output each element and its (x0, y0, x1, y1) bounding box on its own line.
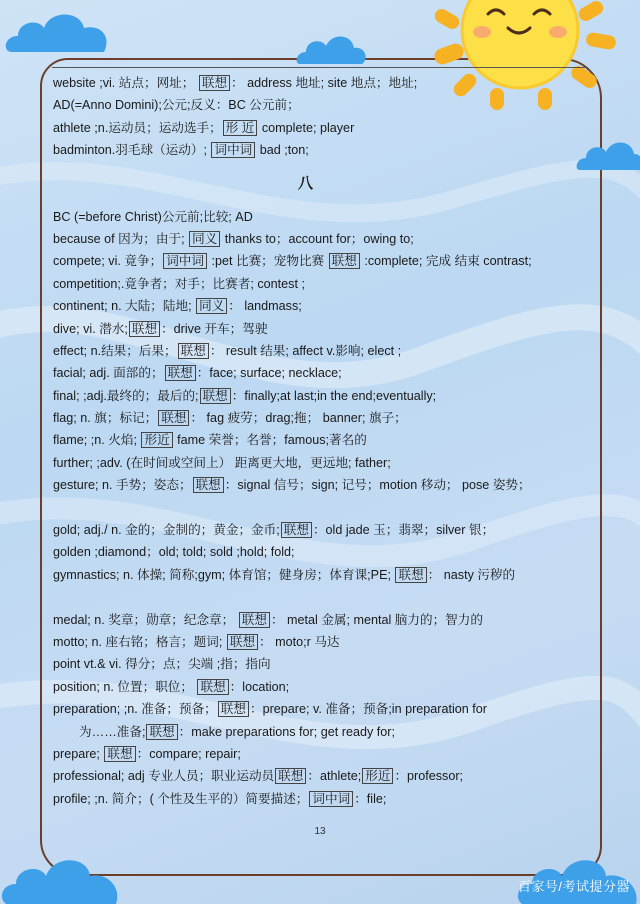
note-tag: 形 近 (223, 120, 258, 136)
note-tag: 词中词 (309, 791, 353, 807)
line-text: preparation; ;n. 准备；预备； (53, 702, 217, 717)
vocab-line (53, 429, 598, 451)
line-text: badminton.羽毛球（运动）; (53, 143, 211, 158)
line-text: competition;.竟争者；对手；比赛者; contest ; (53, 276, 305, 291)
blank-line (53, 497, 598, 519)
line-text: ：signal 信号；sign; 记号；motion 移动； pose 姿势； (224, 478, 531, 493)
line-text: athlete ;n.运动员；运动选手； (53, 120, 222, 135)
note-tag: 联想 (158, 410, 189, 426)
line-text: BC (=before Christ)公元前;比较; AD (53, 209, 253, 224)
vocab-line (53, 519, 598, 541)
line-text: ：compare; repair; (136, 746, 241, 761)
line-text: motto; n. 座右铭；格言；题词; (53, 634, 226, 649)
line-text: ： fag 疲劳；drag;拖； banner; 旗子； (190, 411, 407, 426)
note-tag: 联想 (281, 522, 312, 538)
line-text: ： metal 金属; mental 脑力的；智力的 (270, 612, 483, 627)
note-tag: 联想 (197, 679, 228, 695)
note-tag: 联想 (227, 634, 258, 650)
line-text: dive; vi. 潜水; (53, 321, 128, 336)
line-text: professional; adj 专业人员；职业运动员 (53, 769, 275, 784)
note-tag: 联想 (218, 701, 249, 717)
line-text: thanks to；account for；owing to; (221, 231, 414, 246)
vocab-line (53, 94, 598, 116)
vocab-line (53, 273, 598, 295)
note-tag: 联想 (146, 724, 177, 740)
note-tag: 词中词 (211, 142, 255, 158)
vocab-line (53, 228, 598, 250)
line-text: complete; player (258, 120, 355, 135)
watermark-text: 百家号/考试提分器 (517, 879, 630, 894)
vocab-line (53, 743, 598, 765)
vocab-line (53, 474, 598, 496)
line-text: AD(=Anno Domini);公元;反义：BC 公元前； (53, 98, 300, 113)
line-text: bad ;ton; (256, 143, 309, 158)
section-heading: 八 (297, 174, 313, 192)
line-text: because of 因为；由于; (53, 231, 189, 246)
line-text: 为……准备; (79, 724, 146, 739)
vocab-line (53, 676, 598, 698)
vocabulary-list (53, 72, 598, 810)
note-tag: 联想 (239, 612, 270, 628)
line-text: compete; vi. 竟争； (53, 254, 163, 269)
vocab-line (53, 385, 598, 407)
note-tag: 联想 (178, 343, 209, 359)
vocab-line (53, 362, 598, 384)
note-tag: 联想 (275, 768, 306, 784)
line-text: ：file; (354, 791, 387, 806)
line-text: effect; n.结果；后果； (53, 343, 177, 358)
line-text: ：prepare; v. 准备；预备;in preparation for (249, 702, 488, 717)
header-rule (52, 67, 588, 68)
vocab-line (53, 653, 598, 675)
line-text: website ;vi. 站点；网址； (53, 76, 198, 90)
note-tag: 联想 (199, 75, 230, 91)
line-text: ： landmass; (228, 299, 302, 314)
line-text: ： nasty 污秽的 (427, 567, 516, 582)
vocab-line (53, 541, 598, 563)
vocab-line (53, 788, 598, 810)
vocab-line (53, 631, 598, 653)
line-text: ：professor; (394, 769, 464, 784)
line-text: medal; n. 奖章；勋章；纪念章； (53, 612, 238, 627)
line-text: ：face; surface; necklace; (196, 366, 342, 381)
line-text: ：location; (229, 679, 290, 694)
note-tag: 联想 (129, 321, 160, 337)
page-number: 13 (314, 826, 326, 837)
line-text: gesture; n. 手势；姿态； (53, 478, 192, 493)
vocab-line (53, 698, 598, 720)
line-text: position; n. 位置；职位； (53, 679, 197, 694)
line-text: ：athlete; (307, 769, 362, 784)
line-text: ：make preparations for; get ready for; (178, 724, 395, 739)
line-text: flame; ;n. 火焰; (53, 433, 141, 448)
note-tag: 联想 (165, 365, 196, 381)
line-text: gymnastics; n. 体操; 简称;gym; 体育馆；健身房；体育课;PE; (53, 567, 395, 582)
line-text: flag; n. 旗；标记； (53, 411, 158, 426)
vocab-line (53, 340, 598, 362)
cloud-bottom-left-icon (0, 848, 122, 904)
note-tag: 形近 (362, 768, 393, 784)
note-tag: 同义 (196, 298, 227, 314)
vocab-line (53, 139, 598, 161)
line-text: continent; n. 大陆；陆地; (53, 299, 196, 314)
vocab-line (53, 295, 598, 317)
line-text: ：drive 开车；驾驶 (161, 321, 268, 336)
line-text: ：finally;at last;in the end;eventually; (231, 388, 437, 403)
note-tag: 联想 (329, 253, 360, 269)
line-text: facial; adj. 面部的； (53, 366, 164, 381)
vocab-line (53, 250, 598, 272)
note-tag: 同义 (189, 231, 220, 247)
note-tag: 联想 (104, 746, 135, 762)
line-text: :pet 比赛；宠物比赛 (207, 254, 328, 269)
vocab-line (53, 609, 598, 631)
note-tag: 联想 (200, 388, 231, 404)
vocab-line (53, 721, 598, 743)
line-text: gold; adj./ n. 金的；金制的；黄金；金币; (53, 523, 280, 538)
vocab-line (53, 318, 598, 340)
line-text: prepare; (53, 746, 104, 761)
line-text: golden ;diamond；old; told; sold ;hold; fold; (53, 545, 295, 560)
vocab-line (53, 452, 598, 474)
line-text: ： address 地址; site 地点；地址; (231, 76, 418, 90)
note-tag: 联想 (395, 567, 426, 583)
vocab-line (53, 765, 598, 787)
cloud-top-left-icon (4, 6, 116, 56)
line-text: fame 荣誉；名誉；famous;著名的 (173, 433, 367, 448)
vocab-line (53, 117, 598, 139)
note-tag: 词中词 (163, 253, 207, 269)
vocab-line (53, 407, 598, 429)
line-text: final; ;adj.最终的；最后的; (53, 388, 199, 403)
note-tag: 形近 (141, 432, 172, 448)
line-text: profile; ;n. 简介；( 个性及生平的）简要描述； (53, 791, 309, 806)
line-text: further; ;adv. (在时间或空间上） 距离更大地，更远地; father; (53, 455, 391, 470)
line-text: ：old jade 玉；翡翠；silver 银； (312, 523, 495, 538)
line-text: ： moto;r 马达 (259, 634, 340, 649)
vocab-line (53, 206, 598, 228)
note-tag: 联想 (193, 477, 224, 493)
line-text: :complete; 完成 结束 contrast; (360, 254, 532, 269)
line-text: ： result 结果; affect v.影响; elect ; (209, 343, 402, 358)
blank-line (53, 586, 598, 608)
line-text: point vt.& vi. 得分；点；尖端 ;指；指向 (53, 657, 271, 672)
vocab-line (53, 564, 598, 586)
cloud-top-middle-icon (296, 32, 368, 66)
vocab-line (53, 72, 598, 94)
